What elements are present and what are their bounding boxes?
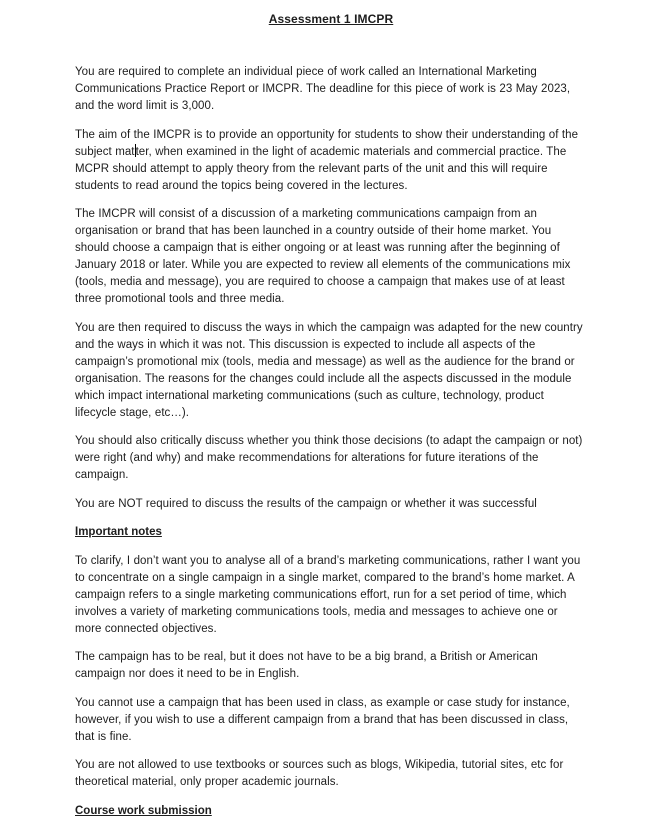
document-title: Assessment 1 IMCPR: [268, 12, 394, 26]
section-heading-course-work-submission[interactable]: Course work submission: [75, 804, 212, 817]
paragraph-clarification[interactable]: To clarify, I don’t want you to analyse all of a brand’s marketing communications, rather I want you to concentrate on a single campaign in a single market, compared to the brand’s home market. A campaign refers to a single marketing communications effort, run for a set period of time, which involves a variety of marketing communications tools, media and messages to achieve one or more connected objectives.: [75, 554, 581, 635]
section-heading-important-notes[interactable]: Important notes: [75, 526, 162, 538]
paragraph-text-before-caret: The aim of the IMCPR is to provide an opportunity for students to show their understanding of the subject mat: [75, 128, 579, 158]
paragraph-sources-rule[interactable]: You are not allowed to use textbooks or sources such as blogs, Wikipedia, tutorial sites, etc for theoretical material, only proper academic journals.: [75, 759, 564, 788]
paragraph-aim-of-imcpr[interactable]: [75, 127, 587, 195]
paragraph-campaign-requirements[interactable]: The IMCPR will consist of a discussion of a marketing communications campaign from an organisation or brand that has been launched in a country outside of their home market. You should choose a campaign that is either ongoing or at least was running after the beginning of January 2018 or later. While you are expected to review all elements of the communications mix (tools, media and message), you are required to choose a campaign that makes use of at least three promotional tools and three media.: [75, 208, 571, 305]
paragraph-class-campaign-rule[interactable]: You cannot use a campaign that has been used in class, as example or case study for instance, however, if you wish to use a different campaign from a brand that has been discussed in class, that is fine.: [75, 696, 570, 743]
paragraph-campaign-real[interactable]: The campaign has to be real, but it does not have to be a big brand, a British or American campaign nor does it need to be in English.: [75, 651, 538, 680]
paragraph-critical-discussion[interactable]: You should also critically discuss whether you think those decisions (to adapt the campaign or not) were right (and why) and make recommendations for alterations for future iterations of the campaign.: [75, 435, 583, 481]
paragraph-intro-deadline[interactable]: You are required to complete an individual piece of work called an International Marketing Communications Practice Report or IMCPR. The deadline for this piece of work is 23 May 2023, and the word limit is 3,000.: [75, 66, 571, 112]
paragraph-text-after-caret: ter, when examined in the light of academic materials and commercial practice. The MCPR should attempt to apply theory from the relevant parts of the unit and this will require students to read around the topics being covered in the lectures.: [75, 145, 567, 192]
paragraph-not-required[interactable]: You are NOT required to discuss the results of the campaign or whether it was successful: [75, 497, 537, 510]
paragraph-adaptation-discussion[interactable]: You are then required to discuss the ways in which the campaign was adapted for the new country and the ways in which it was not. This discussion is expected to include all aspects of the campaign’s promotional mix (tools, media and message) as well as the audience for the brand or organisation. The reasons for the changes could include all the aspects discussed in the module which impact international marketing communications (such as culture, technology, product lifecycle stage, etc…).: [75, 321, 583, 419]
